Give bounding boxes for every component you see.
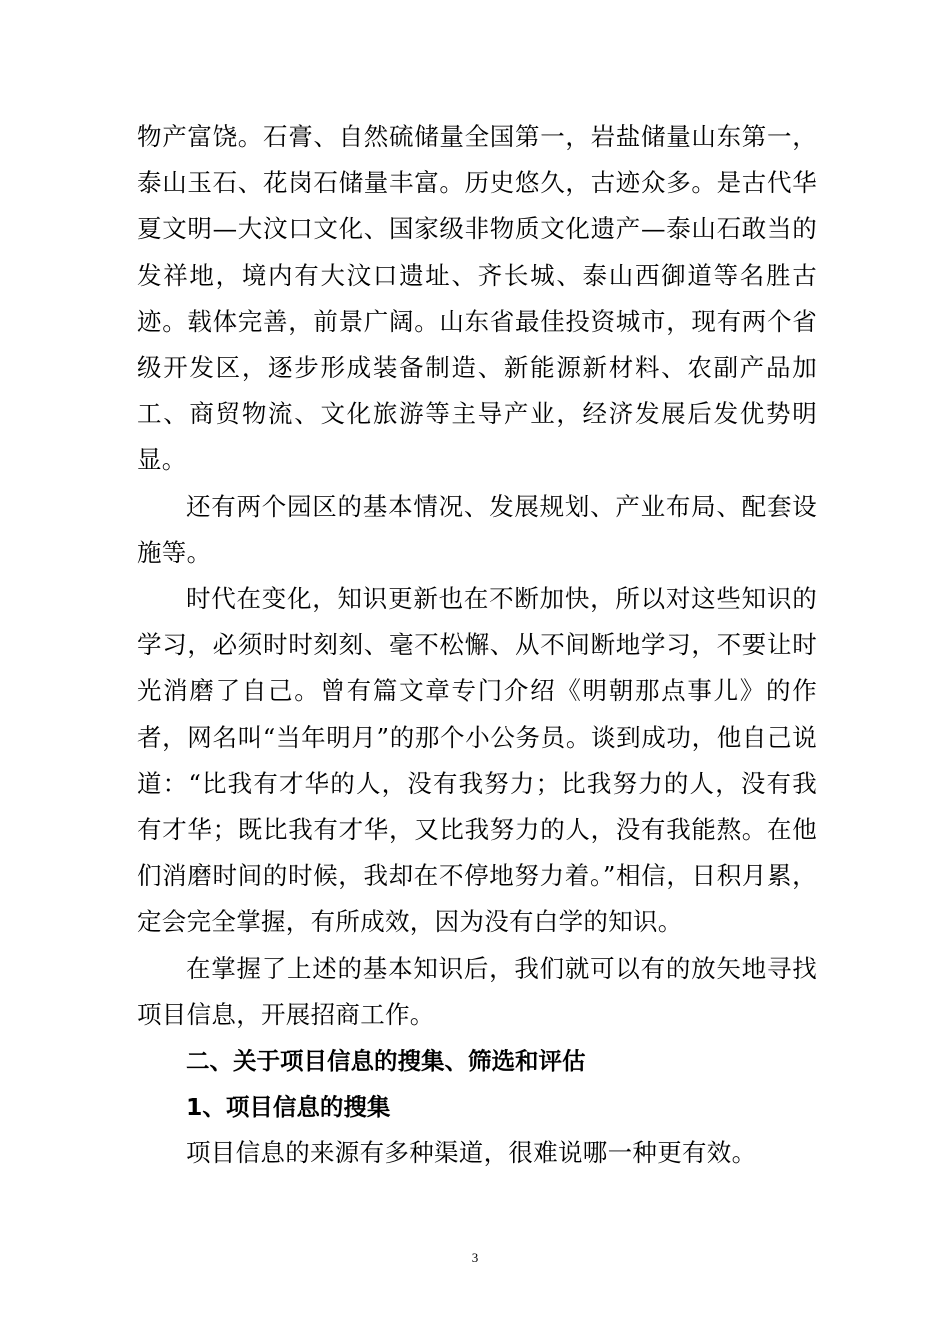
paragraph-2: 还有两个园区的基本情况、发展规划、产业布局、配套设施等。: [137, 491, 817, 567]
page-number: 3: [471, 1250, 479, 1265]
paragraph-3: 时代在变化，知识更新也在不断加快，所以对这些知识的学习，必须时时刻刻、毫不松懈、从不间断地学习，不要让时光消磨了自己。曾有篇文章专门介绍《明朝那点事儿》的作者，网名叫“当年明月”的那个小公务员。谈到成功，他自己说道：“比我有才华的人，没有我努力；比我努力的人，没有我有才华；既比我有才华，又比我努力的人，没有我能熬。在他们消磨时间的时候，我却在不停地努力着。”相信，日积月累，定会完全掌握，有所成效，因为没有白学的知识。: [137, 584, 817, 937]
section-heading: 二、关于项目信息的搜集、筛选和评估: [186, 1047, 586, 1076]
paragraph-1: 物产富饶。石膏、自然硫储量全国第一，岩盐储量山东第一，泰山玉石、花岗石储量丰富。历史悠久，古迹众多。是古代华夏文明—大汶口文化、国家级非物质文化遗产—泰山石敢当的发祥地，境内有大汶口遗址、齐长城、泰山西御道等名胜古迹。载体完善，前景广阔。山东省最佳投资城市，现有两个省级开发区，逐步形成装备制造、新能源新材料、农副产品加工、商贸物流、文化旅游等主导产业，经济发展后发优势明显。: [137, 122, 817, 475]
paragraph-5: 项目信息的来源有多种渠道，很难说哪一种更有效。: [186, 1138, 757, 1168]
paragraph-4: 在掌握了上述的基本知识后，我们就可以有的放矢地寻找项目信息，开展招商工作。: [137, 953, 817, 1029]
document-body: [137, 114, 817, 1177]
subsection-heading: 1、项目信息的搜集: [186, 1093, 391, 1122]
